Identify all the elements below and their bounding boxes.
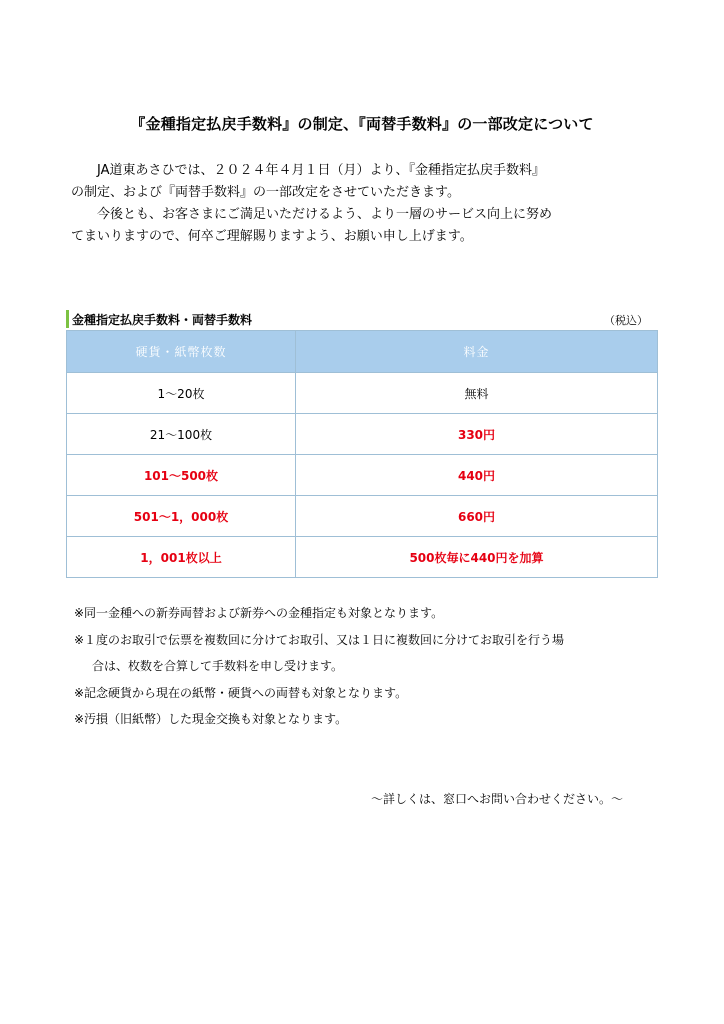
intro-text — [71, 160, 644, 248]
note-item: ※記念硬貨から現在の紙幣・硬貨への両替も対象となります。 — [74, 685, 408, 700]
fee-table-title: 金種指定払戻手数料・両替手数料 — [72, 313, 253, 327]
tax-included-note: （税込） — [604, 314, 648, 327]
intro-paragraph-1 — [71, 160, 644, 204]
note-item: ※同一金種への新券両替および新券への金種指定も対象となります。 — [74, 606, 444, 620]
notes-list — [74, 600, 654, 733]
column-header-count: 硬貨・紙幣枚数 — [67, 331, 296, 373]
page-title: 『金種指定払戻手数料』の制定、『両替手数料』の一部改定について — [130, 115, 594, 133]
intro-paragraph-2 — [71, 204, 644, 248]
table-row — [67, 455, 658, 496]
heading-accent-bar — [66, 310, 69, 328]
intro-line: てまいりますので、何卒ご理解賜りますよう、お願い申し上げます。 — [71, 229, 473, 244]
table-header-row — [67, 331, 658, 373]
fee-table-heading — [66, 309, 652, 329]
table-row — [67, 537, 658, 578]
fee-cell: 660円 — [296, 496, 658, 537]
count-cell: 101～500枚 — [67, 455, 296, 496]
intro-line: の制定、および『両替手数料』の一部改定をさせていただきます。 — [71, 185, 460, 200]
note-item: ※１度のお取引で伝票を複数回に分けてお取引、又は１日に複数回に分けてお取引を行う場 — [74, 632, 565, 647]
fee-cell: 500枚毎に440円を加算 — [296, 537, 658, 578]
count-cell: 1，001枚以上 — [67, 537, 296, 578]
count-cell: 501～1，000枚 — [67, 496, 296, 537]
fee-table — [66, 330, 658, 578]
fee-cell: 440円 — [296, 455, 658, 496]
column-header-fee: 料金 — [296, 331, 658, 373]
intro-line: 今後とも、お客さまにご満足いただけるよう、より一層のサービス向上に努め — [97, 207, 553, 222]
table-row — [67, 496, 658, 537]
count-cell: 21～100枚 — [67, 414, 296, 455]
fee-cell: 無料 — [296, 373, 658, 414]
note-item-continuation: 合は、枚数を合算して手数料を申し受けます。 — [92, 659, 344, 673]
fee-cell: 330円 — [296, 414, 658, 455]
closing-message: ～詳しくは、窓口へお問い合わせください。～ — [371, 792, 624, 806]
table-row — [67, 414, 658, 455]
intro-line: JA道東あさひでは、２０２４年４月１日（月）より、『金種指定払戻手数料』 — [97, 163, 545, 178]
note-item: ※汚損（旧紙幣）した現金交換も対象となります。 — [74, 712, 348, 726]
table-row — [67, 373, 658, 414]
count-cell: 1～20枚 — [67, 373, 296, 414]
